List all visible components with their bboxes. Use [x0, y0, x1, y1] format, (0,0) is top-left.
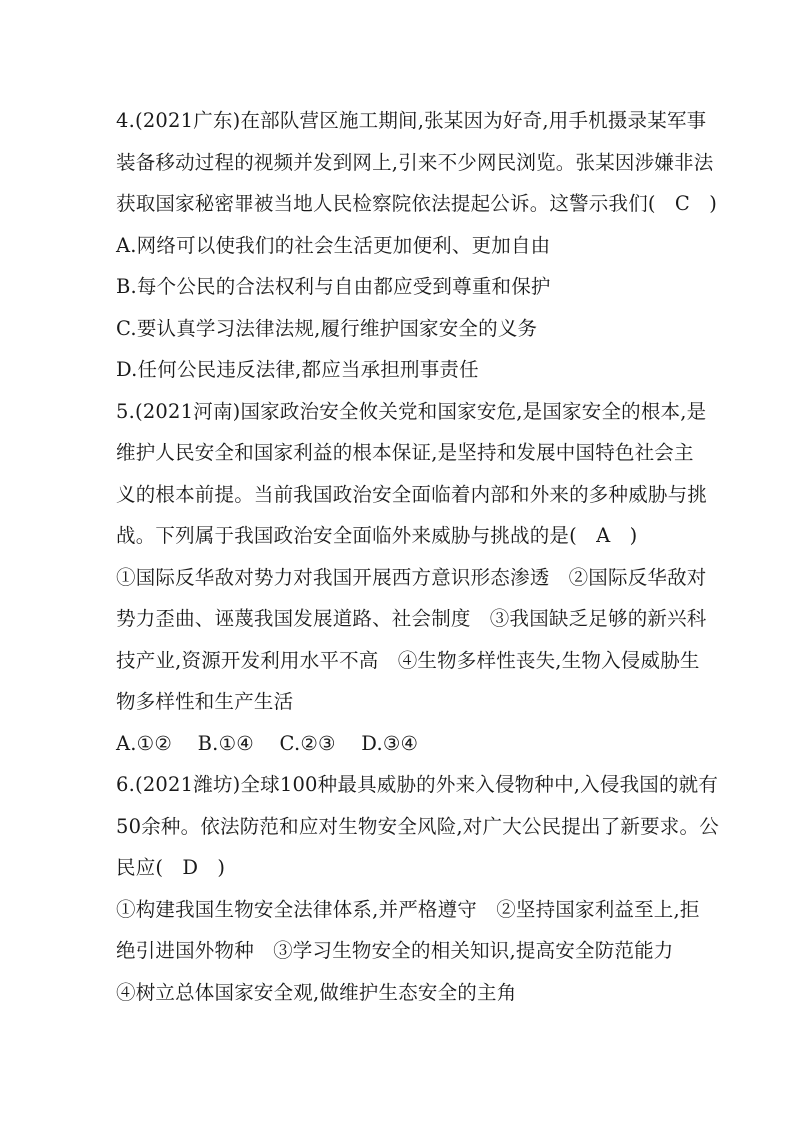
question-4-option-d: D.任何公民违反法律,都应当承担刑事责任 [116, 358, 479, 381]
question-4-option-c: C.要认真学习法律法规,履行维护国家安全的义务 [116, 316, 538, 340]
question-4 [116, 100, 718, 391]
question-4-stem-line-2: 装备移动过程的视频并发到网上,引来不少网民浏览。张某因涉嫌非法 [116, 150, 714, 174]
question-6-line-3: 民应( D ) [116, 856, 226, 879]
document-page [116, 100, 719, 1013]
question-4-stem-line-3: 获取国家秘密罪被当地人民检察院依法提起公诉。这警示我们( C ) [116, 192, 718, 215]
question-6-line-2: 50余种。依法防范和应对生物安全风险,对广大公民提出了新要求。公 [116, 814, 719, 838]
question-6-line-4: ①构建我国生物安全法律体系,并严格遵守 ②坚持国家利益至上,拒 [116, 897, 700, 921]
question-4-option-b: B.每个公民的合法权利与自由都应受到尊重和保护 [116, 275, 551, 298]
question-5-options: A.①② B.①④ C.②③ D.③④ [116, 731, 419, 755]
question-5-line-4: 战。下列属于我国政治安全面临外来威胁与挑战的是( A ) [116, 524, 638, 547]
question-5-line-1: 5.(2021河南)国家政治安全攸关党和国家安危,是国家安全的根本,是 [116, 399, 707, 423]
question-5-line-3: 义的根本前提。当前我国政治安全面临着内部和外来的多种威胁与挑 [116, 482, 708, 506]
question-4-stem-line-1: 4.(2021广东)在部队营区施工期间,张某因为好奇,用手机摄录某军事 [116, 109, 707, 132]
question-6-line-6: ④树立总体国家安全观,做维护生态安全的主角 [116, 980, 517, 1004]
question-5-line-5: ①国际反华敌对势力对我国开展西方意识形态渗透 ②国际反华敌对 [116, 565, 707, 589]
question-6-line-5: 绝引进国外物种 ③学习生物安全的相关知识,提高安全防范能力 [116, 939, 674, 962]
question-5-line-2: 维护人民安全和国家利益的根本保证,是坚持和发展中国特色社会主 [116, 441, 694, 464]
question-5-line-8: 物多样性和生产生活 [116, 690, 294, 713]
question-4-option-a: A.网络可以使我们的社会生活更加便利、更加自由 [116, 233, 551, 257]
question-5 [116, 391, 708, 765]
question-5-line-6: 势力歪曲、诬蔑我国发展道路、社会制度 ③我国缺乏足够的新兴科 [116, 607, 707, 630]
question-6-line-1: 6.(2021潍坊)全球100种最具威胁的外来入侵物种中,入侵我国的就有 [116, 773, 719, 796]
question-5-line-7: 技产业,资源开发利用水平不高 ④生物多样性丧失,生物入侵威胁生 [116, 648, 700, 672]
question-6 [116, 764, 719, 1013]
